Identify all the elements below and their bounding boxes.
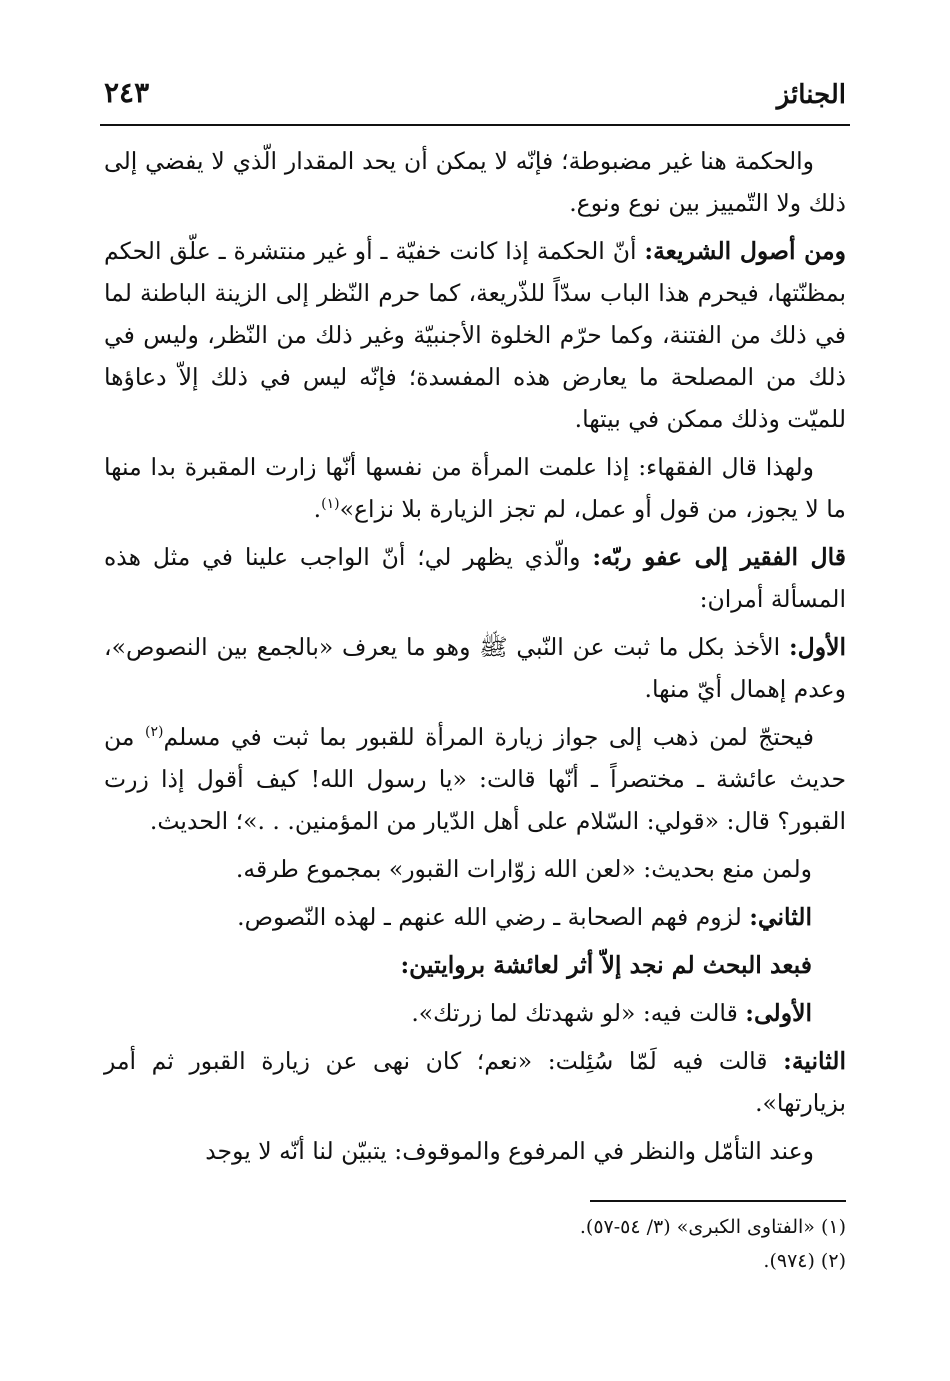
paragraph-2-text: أنّ الحكمة إذا كانت خفيّة ـ أو غير منتشرة ـ علّق الحكم بمظنّتها، فيحرم هذا الباب سدّاً للذّريعة، كما حرم النّظر إلى الزينة الباطنة لما في ذلك من الفتنة، وكما حرّم الخلوة الأجنبيّة وغير ذلك من النّظر، وليس في ذلك من المصلحة ما يعارض هذه المفسدة؛ فإنّه ليس في ذلك إلاّ دعاؤها للميّت وذلك ممكن في بيتها. bbox=[104, 237, 846, 433]
chapter-title: الجنائز bbox=[776, 80, 846, 110]
paragraph-6-text-b: من حديث عائشة ـ مختصراً ـ أنّها قالت: «يا رسول الله! كيف أقول إذا زرت القبور؟ قال: «قولي: السّلام على أهل الدّيار من المؤمنين. . .»؛ الحديث. bbox=[104, 723, 846, 835]
paragraph-12 bbox=[104, 1130, 846, 1172]
footnotes bbox=[104, 1210, 846, 1278]
paragraph-1-text: والحكمة هنا غير مضبوطة؛ فإنّه لا يمكن أن يحد المقدار الّذي لا يفضي إلى ذلك ولا التّمييز بين نوع ونوع. bbox=[104, 147, 846, 217]
paragraph-11-text: قالت فيه لَمّا سُئِلت: «نعم؛ كان نهى عن زيارة القبور ثم أمر بزيارتها». bbox=[104, 1047, 846, 1117]
paragraph-2-heading: ومن أصول الشريعة: bbox=[644, 237, 846, 265]
paragraph-11-heading: الثانية: bbox=[783, 1047, 846, 1075]
paragraph-8 bbox=[104, 896, 846, 938]
footnote-divider bbox=[590, 1200, 846, 1202]
running-header bbox=[100, 76, 850, 120]
paragraph-6-text-a: فيحتجّ لمن ذهب إلى جواز زيارة المرأة للقبور بما ثبت في مسلم bbox=[163, 723, 814, 751]
paragraph-9 bbox=[104, 944, 846, 986]
footnote-ref-2[interactable]: (٢) bbox=[144, 724, 164, 741]
paragraph-8-heading: الثاني: bbox=[749, 903, 812, 931]
paragraph-10 bbox=[104, 992, 846, 1034]
paragraph-5-text: الأخذ بكل ما ثبت عن النّبي ﷺ وهو ما يعرف «بالجمع بين النصوص»، وعدم إهمال أيّ منها. bbox=[104, 633, 846, 703]
paragraph-2 bbox=[104, 230, 846, 440]
paragraph-4-heading: قال الفقير إلى عفو ربّه: bbox=[592, 543, 846, 571]
paragraph-3-text: ولهذا قال الفقهاء: إذا علمت المرأة من نفسها أنّها زارت المقبرة بدا منها ما لا يجوز، من قول أو عمل، لم تجز الزيارة بلا نزاع» bbox=[104, 453, 846, 523]
footnote-1: (١) «الفتاوى الكبرى» (٣/ ٥٤-٥٧). bbox=[579, 1216, 846, 1238]
paragraph-10-heading: الأولى: bbox=[745, 999, 812, 1027]
paragraph-11 bbox=[104, 1040, 846, 1124]
paragraph-4-text: والّذي يظهر لي؛ أنّ الواجب علينا في مثل هذه المسألة أمران: bbox=[104, 543, 846, 613]
paragraph-4 bbox=[104, 536, 846, 620]
paragraph-8-text: لزوم فهم الصحابة ـ رضي الله عنهم ـ لهذه النّصوص. bbox=[237, 903, 750, 931]
main-text bbox=[104, 140, 846, 1178]
paragraph-7-text: ولمن منع بحديث: «لعن الله زوّارات القبور» بمجموع طرقه. bbox=[235, 855, 812, 883]
paragraph-6 bbox=[104, 716, 846, 842]
header-divider bbox=[100, 124, 850, 126]
footnote-ref-1[interactable]: (١) bbox=[321, 496, 340, 513]
paragraph-12-text: وعند التأمّل والنظر في المرفوع والموقوف: يتبيّن لنا أنّه لا يوجد bbox=[205, 1137, 814, 1165]
paragraph-7 bbox=[104, 848, 846, 890]
page-number: ٢٤٣ bbox=[104, 76, 150, 109]
paragraph-5 bbox=[104, 626, 846, 710]
paragraph-3-end: . bbox=[313, 495, 322, 523]
paragraph-9-text: فبعد البحث لم نجد إلاّ أثر لعائشة بروايتين: bbox=[400, 951, 812, 979]
paragraph-3 bbox=[104, 446, 846, 530]
paragraph-5-heading: الأول: bbox=[788, 633, 846, 661]
paragraph-1 bbox=[104, 140, 846, 224]
footnote-2: (٢) (٩٧٤). bbox=[763, 1250, 846, 1272]
paragraph-10-text: قالت فيه: «لو شهدتك لما زرتك». bbox=[411, 999, 746, 1027]
